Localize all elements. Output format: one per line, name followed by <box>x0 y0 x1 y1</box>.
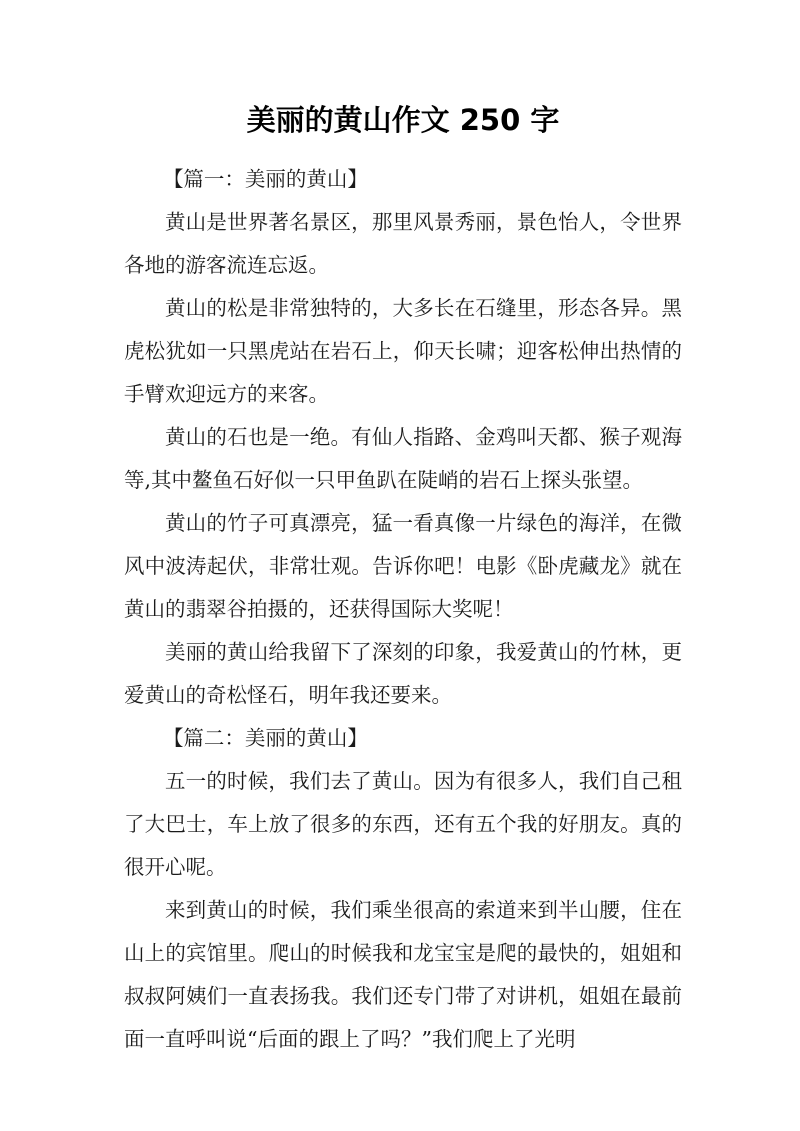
paragraph: 黄山的松是非常独特的，大多长在石缝里，形态各异。黑虎松犹如一只黑虎站在岩石上，仰天长啸；迎客松伸出热情的手臂欢迎远方的来客。 <box>124 296 682 406</box>
paragraph: 黄山的石也是一绝。有仙人指路、金鸡叫天都、猴子观海等,其中鳌鱼石好似一只甲鱼趴在陡峭的岩石上探头张望。 <box>124 425 682 492</box>
paragraph: 黄山是世界著名景区，那里风景秀丽，景色怡人，令世界各地的游客流连忘返。 <box>124 210 682 277</box>
section-heading-1: 【篇一：美丽的黄山】 <box>162 167 368 191</box>
paragraph: 五一的时候，我们去了黄山。因为有很多人，我们自己租了大巴士，车上放了很多的东西，还有五个我的好朋友。真的很开心呢。 <box>124 769 682 879</box>
paragraph: 来到黄山的时候，我们乘坐很高的索道来到半山腰，住在山上的宾馆里。爬山的时候我和龙宝宝是爬的最快的，姐姐和叔叔阿姨们一直表扬我。我们还专门带了对讲机，姐姐在最前面一直呼叫说“后面的跟上了吗？”我们爬上了光明 <box>124 898 682 1051</box>
paragraph: 美丽的黄山给我留下了深刻的印象，我爱黄山的竹林，更爱黄山的奇松怪石，明年我还要来。 <box>124 640 682 707</box>
document-title: 美丽的黄山作文 250 字 <box>246 103 560 137</box>
section-heading-2: 【篇二：美丽的黄山】 <box>162 726 368 750</box>
paragraph: 黄山的竹子可真漂亮，猛一看真像一片绿色的海洋，在微风中波涛起伏，非常壮观。告诉你吧！电影《卧虎藏龙》就在黄山的翡翠谷拍摄的，还获得国际大奖呢！ <box>124 511 682 621</box>
